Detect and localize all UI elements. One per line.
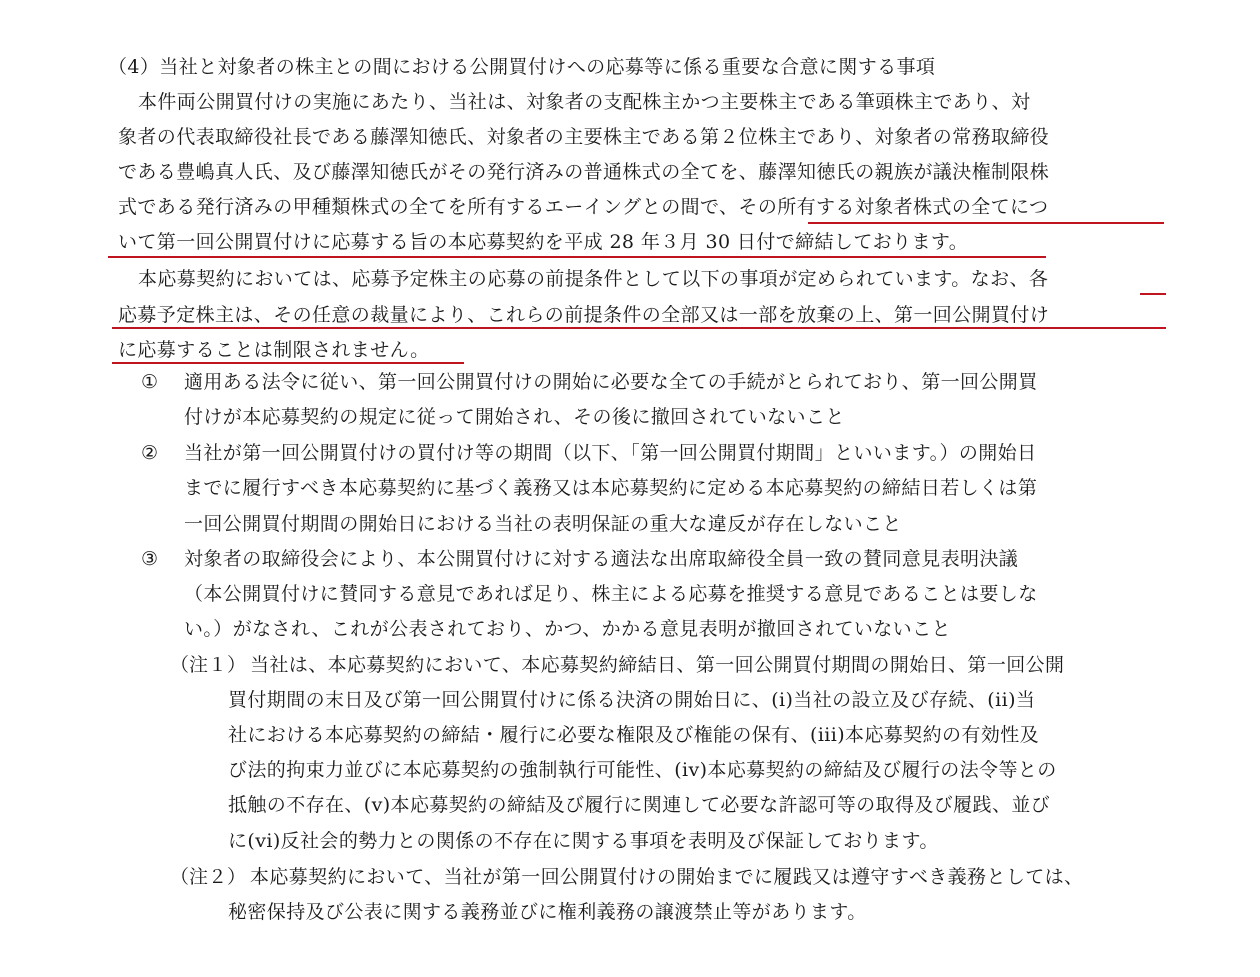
- item-marker-3: ③: [141, 548, 159, 570]
- highlight-underline: [112, 362, 464, 364]
- note-2-label: （注２）: [170, 866, 247, 888]
- item-3-line-2: （本公開買付けに賛同する意見であれば足り、株主による応募を推奨する意見であることは要しな: [184, 583, 1038, 605]
- para2-line-2: 応募予定株主は、その任意の裁量により、これらの前提条件の全部又は一部を放棄の上、第一回公開買付け: [118, 304, 1050, 326]
- highlight-underline: [1140, 293, 1166, 295]
- item-2-line-1: 当社が第一回公開買付けの買付け等の期間（以下、「第一回公開買付期間」といいます。）の開始日: [184, 442, 1037, 464]
- para2-line-3: に応募することは制限されません。: [118, 339, 430, 361]
- item-2-line-2: までに履行すべき本応募契約に基づく義務又は本応募契約に定める本応募契約の締結日若しくは第: [184, 477, 1038, 499]
- note-1-line-5: 抵触の不存在、(v)本応募契約の締結及び履行に関連して必要な許認可等の取得及び履践、並び: [228, 794, 1051, 816]
- note-1-label: （注１）: [170, 654, 247, 676]
- note-1-line-6: に(vi)反社会的勢力との関係の不存在に関する事項を表明及び保証しております。: [228, 830, 939, 852]
- item-3-line-3: い。）がなされ、これが公表されており、かつ、かかる意見表明が撤回されていないこと: [184, 618, 951, 640]
- note-2-line-2: 秘密保持及び公表に関する義務並びに権利義務の譲渡禁止等があります。: [228, 901, 867, 923]
- note-1-line-4: び法的拘束力並びに本応募契約の強制執行可能性、(iv)本応募契約の締結及び履行の法令等との: [228, 759, 1057, 781]
- para1-line-3: である豊嶋真人氏、及び藤澤知徳氏がその発行済みの普通株式の全てを、藤澤知徳氏の親族が議決権制限株: [118, 161, 1050, 183]
- para1-line-5: いて第一回公開買付けに応募する旨の本応募契約を平成 28 年３月 30 日付で締結しております。: [118, 231, 969, 253]
- para1-line-1: 本件両公開買付けの実施にあたり、当社は、対象者の支配株主かつ主要株主である筆頭株主であり、対: [138, 91, 1031, 113]
- para1-line-4: 式である発行済みの甲種類株式の全てを所有するエーイングとの間で、その所有する対象者株式の全てにつ: [118, 196, 1049, 218]
- item-2-line-3: 一回公開買付期間の開始日における当社の表明保証の重大な違反が存在しないこと: [184, 513, 902, 535]
- section-heading: （4）当社と対象者の株主との間における公開買付けへの応募等に係る重要な合意に関する事項: [108, 56, 936, 78]
- note-1-line-3: 社における本応募契約の締結・履行に必要な権限及び権能の保有、(iii)本応募契約の有効性及: [228, 724, 1040, 746]
- item-marker-2: ②: [141, 442, 159, 464]
- highlight-underline: [112, 327, 1166, 329]
- item-1-line-1: 適用ある法令に従い、第一回公開買付けの開始に必要な全ての手続がとられており、第一回公開買: [184, 371, 1038, 393]
- note-1-line-2: 買付期間の末日及び第一回公開買付けに係る決済の開始日に、(i)当社の設立及び存続、(ii)当: [228, 689, 1036, 711]
- para2-line-1: 本応募契約においては、応募予定株主の応募の前提条件として以下の事項が定められています。なお、各: [138, 268, 1049, 290]
- para1-line-2: 象者の代表取締役社長である藤澤知徳氏、対象者の主要株主である第２位株主であり、対象者の常務取締役: [118, 126, 1050, 148]
- highlight-underline: [108, 256, 1046, 258]
- item-marker-1: ①: [141, 371, 159, 393]
- item-3-line-1: 対象者の取締役会により、本公開買付けに対する適法な出席取締役全員一致の賛同意見表明決議: [184, 548, 1019, 570]
- item-1-line-2: 付けが本応募契約の規定に従って開始され、その後に撤回されていないこと: [184, 406, 845, 428]
- note-2-line-1: 本応募契約において、当社が第一回公開買付けの開始までに履践又は遵守すべき義務としては、: [250, 866, 1084, 888]
- note-1-line-1: 当社は、本応募契約において、本応募契約締結日、第一回公開買付期間の開始日、第一回公開: [250, 654, 1065, 676]
- highlight-underline: [808, 222, 1164, 224]
